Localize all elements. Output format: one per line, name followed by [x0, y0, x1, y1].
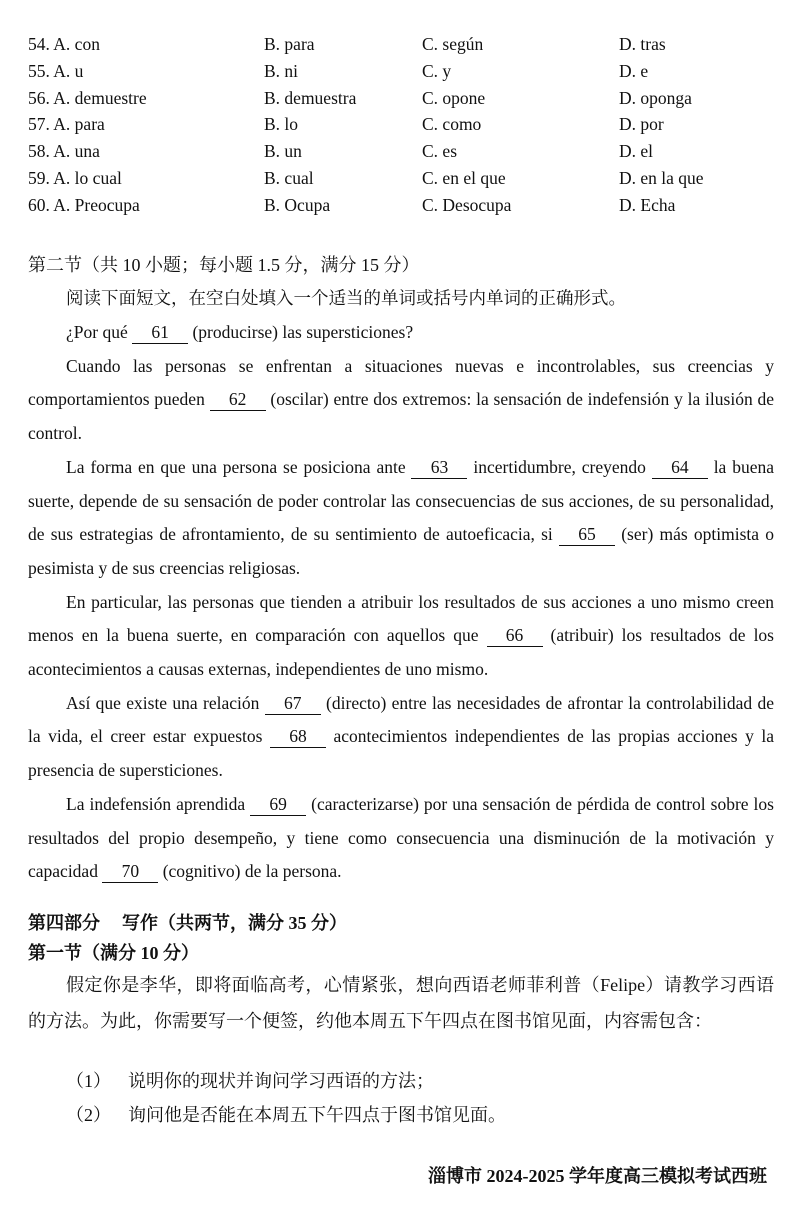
option-d: D. oponga — [619, 87, 692, 108]
option-b: B. lo — [264, 114, 299, 135]
option-d: D. por — [619, 114, 664, 135]
option-c: C. es — [422, 141, 457, 162]
passage-paragraph: La indefensión aprendida 69 (caracterizarse) por una sensación de pérdida de control sobre los resultados del propio desempeño, y tiene como consecuencia una disminución de la motivación y capacidad 70 (cognitivo) de la persona. — [28, 793, 774, 882]
passage-paragraph: La forma en que una persona se posiciona ante 63 incertidumbre, creyendo 64 la buena suerte, depende de su sensación de poder controlar las consecuencias de sus acciones, de su personalidad, de sus estrategias de afrontamiento, de su sentimiento de autoeficacia, si 65 (ser) más optimista o pesimista y de sus creencias religiosas. — [28, 456, 775, 578]
option-b: B. para — [264, 34, 315, 54]
option-a: 55. A. u — [28, 60, 84, 81]
answer-blank-65[interactable]: 65 — [559, 523, 615, 546]
option-d: D. Echa — [619, 194, 676, 215]
section1-heading: 第一节（满分 10 分） — [28, 943, 199, 963]
point-number: （2） — [66, 1105, 111, 1125]
option-b: B. un — [264, 141, 302, 162]
option-b: B. ni — [264, 60, 299, 81]
point-text: 询问他是否能在本周五下午四点于图书馆见面。 — [128, 1105, 506, 1125]
option-row-56 — [28, 88, 800, 115]
option-d: D. el — [619, 141, 654, 162]
task-points — [66, 1067, 506, 1135]
writing-task — [28, 967, 774, 1039]
option-row-59 — [28, 168, 800, 195]
point-text: 说明你的现状并询问学习西语的方法； — [128, 1071, 434, 1091]
answer-blank-70[interactable]: 70 — [102, 860, 158, 883]
part4-heading — [28, 909, 347, 935]
option-c: C. Desocupa — [422, 194, 512, 215]
option-row-57 — [28, 114, 800, 141]
task-point — [66, 1101, 506, 1135]
option-c: C. como — [422, 114, 482, 135]
option-b: B. demuestra — [264, 87, 357, 108]
answer-blank-67[interactable]: 67 — [265, 692, 321, 715]
task-text: 假定你是李华，即将面临高考，心情紧张，想向西语老师菲利普（Felipe）请教学习西语的方法。为此，你需要写一个便签，约他本周五下午四点在图书馆见面，内容需包含： — [28, 975, 774, 1031]
options-table — [28, 34, 800, 222]
option-c: C. y — [422, 60, 452, 81]
option-b: B. Ocupa — [264, 194, 331, 215]
option-a: 56. A. demuestre — [28, 87, 147, 108]
part4-title: 写作（共两节，满分 35 分） — [122, 913, 347, 933]
option-d: D. en la que — [619, 167, 704, 188]
section-heading: 第二节（共 10 小题；每小题 1.5 分，满分 15 分） — [28, 255, 420, 275]
answer-blank-64[interactable]: 64 — [652, 456, 708, 479]
task-point — [66, 1067, 506, 1101]
part4-label: 第四部分 — [28, 913, 100, 933]
option-a: 54. A. con — [28, 34, 100, 54]
answer-blank-61[interactable]: 61 — [132, 321, 188, 344]
passage-paragraph: En particular, las personas que tienden a atribuir los resultados de sus acciones a uno mismo creen menos en la buena suerte, en comparación con aquellos que 66 (atribuir) los resultados de los acontecimientos a causas externas, independientes de uno mismo. — [28, 591, 774, 680]
passage-paragraph: ¿Por qué 61 (producirse) las supersticiones? — [66, 322, 414, 342]
answer-blank-66[interactable]: 66 — [487, 624, 543, 647]
option-a: 58. A. una — [28, 141, 100, 162]
option-a: 60. A. Preocupa — [28, 194, 140, 215]
point-number: （1） — [66, 1071, 111, 1091]
option-row-60 — [28, 195, 800, 222]
option-c: C. en el que — [422, 167, 506, 188]
passage-paragraph: Así que existe una relación 67 (directo) entre las necesidades de afrontar la controlabilidad de la vida, el creer estar expuestos 68 acontecimientos independientes de las propias acciones y la presencia de supersticiones. — [28, 692, 774, 781]
answer-blank-63[interactable]: 63 — [411, 456, 467, 479]
option-d: D. tras — [619, 34, 666, 54]
answer-blank-68[interactable]: 68 — [270, 725, 326, 748]
page-footer: 淄博市 2024-2025 学年度高三模拟考试西班 — [428, 1166, 767, 1186]
option-row-58 — [28, 141, 800, 168]
passage-paragraph: Cuando las personas se enfrentan a situaciones nuevas e incontrolables, sus creencias y comportamientos pueden 62 (oscilar) entre dos extremos: la sensación de indefensión y la ilusión de control. — [28, 355, 774, 444]
option-a: 59. A. lo cual — [28, 167, 122, 188]
option-d: D. e — [619, 60, 649, 81]
option-c: C. opone — [422, 87, 486, 108]
section-instruction: 阅读下面短文，在空白处填入一个适当的单词或括号内单词的正确形式。 — [66, 288, 626, 308]
option-row-55 — [28, 61, 800, 88]
reading-passage — [28, 316, 774, 889]
option-a: 57. A. para — [28, 114, 105, 135]
option-c: C. según — [422, 34, 484, 54]
option-b: B. cual — [264, 167, 314, 188]
answer-blank-69[interactable]: 69 — [250, 793, 306, 816]
option-row-54 — [28, 34, 800, 61]
answer-blank-62[interactable]: 62 — [210, 388, 266, 411]
